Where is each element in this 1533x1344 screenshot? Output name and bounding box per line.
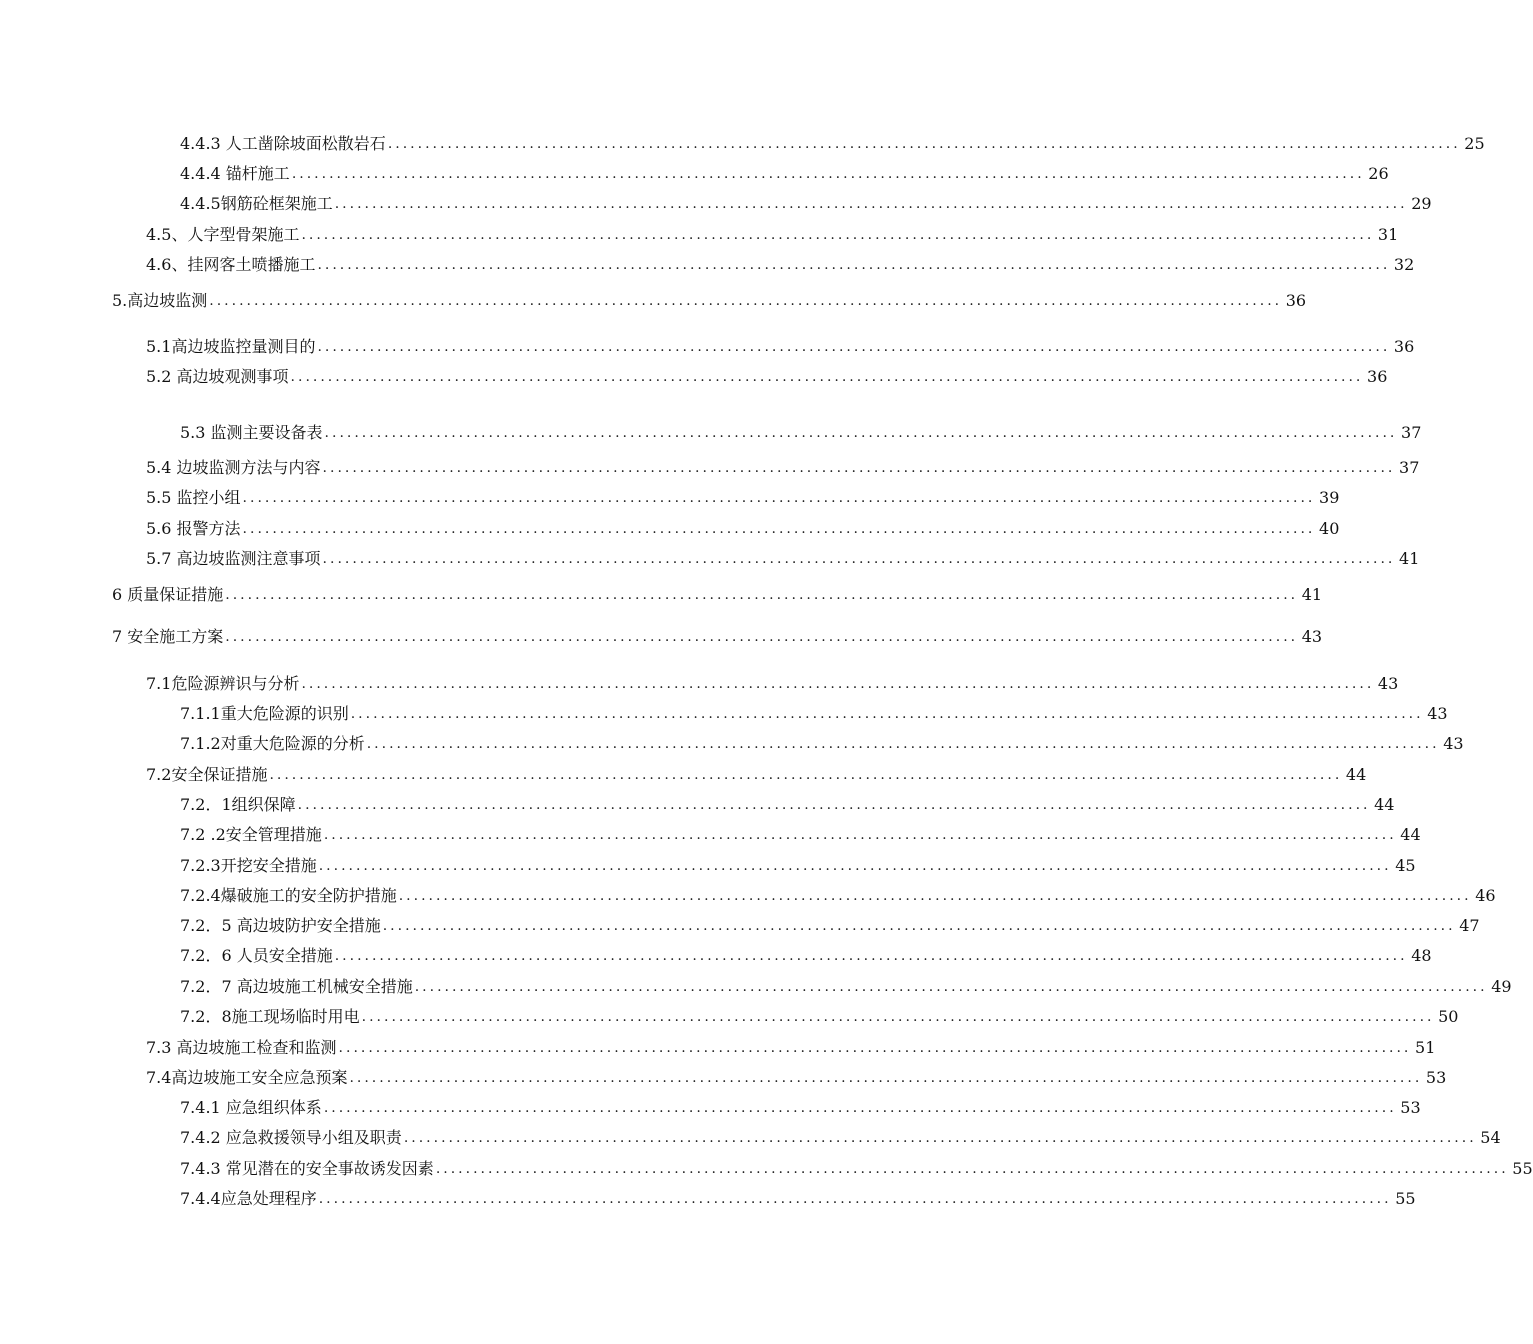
toc-entry-title: 7.4高边坡施工安全应急预案 xyxy=(146,1068,348,1087)
toc-entry[interactable] xyxy=(146,254,1415,276)
toc-dot-leader: ................................................................................................................................................ xyxy=(297,797,1371,813)
toc-dot-leader: ................................................................................................................................................ xyxy=(290,369,1364,385)
toc-entry-title: 5.6 报警方法 xyxy=(146,519,241,538)
toc-dot-leader: ................................................................................................................................................ xyxy=(242,490,1316,506)
toc-entry[interactable] xyxy=(146,457,1420,479)
toc-entry-title: 4.4.3 人工凿除坡面松散岩石 xyxy=(180,134,386,153)
toc-entry-page: 45 xyxy=(1395,856,1416,875)
toc-entry-page: 36 xyxy=(1285,291,1307,310)
toc-entry-page: 44 xyxy=(1400,825,1421,844)
toc-entry-title: 7.2．5 高边坡防护安全措施 xyxy=(180,916,381,935)
toc-entry-page: 39 xyxy=(1319,488,1340,507)
toc-dot-leader: ................................................................................................................................................ xyxy=(398,888,1472,904)
toc-entry[interactable] xyxy=(180,855,1416,877)
toc-entry-page: 43 xyxy=(1377,674,1399,693)
toc-dot-leader: ................................................................................................................................................ xyxy=(435,1161,1509,1177)
toc-entry[interactable] xyxy=(180,163,1389,185)
toc-entry[interactable] xyxy=(180,976,1512,998)
toc-entry-page: 36 xyxy=(1367,367,1388,386)
toc-entry-page: 44 xyxy=(1345,765,1367,784)
toc-entry-page: 55 xyxy=(1395,1189,1416,1208)
toc-entry-page: 48 xyxy=(1411,946,1432,965)
toc-entry[interactable] xyxy=(180,1006,1459,1028)
toc-dot-leader: ................................................................................................................................................ xyxy=(317,257,1391,273)
toc-dot-leader: ................................................................................................................................................ xyxy=(301,227,1375,243)
toc-entry-title: 7.2安全保证措施 xyxy=(146,765,268,784)
toc-entry-page: 55 xyxy=(1512,1159,1533,1178)
toc-entry-title: 7.1.1重大危险源的识别 xyxy=(180,704,349,723)
toc-entry-title: 5.4 边坡监测方法与内容 xyxy=(146,458,321,477)
toc-entry-title: 4.5、人字型骨架施工 xyxy=(146,225,300,244)
toc-entry-title: 7.2．1组织保障 xyxy=(180,795,296,814)
toc-entry-page: 36 xyxy=(1393,337,1415,356)
toc-entry[interactable] xyxy=(180,794,1395,816)
toc-entry-page: 41 xyxy=(1399,549,1420,568)
toc-entry[interactable] xyxy=(180,885,1496,907)
toc-entry[interactable] xyxy=(146,1067,1447,1089)
toc-entry[interactable] xyxy=(180,1188,1416,1210)
toc-entry[interactable] xyxy=(146,518,1340,540)
toc-entry-page: 54 xyxy=(1480,1128,1501,1147)
toc-entry-title: 7.4.3 常见潜在的安全事故诱发因素 xyxy=(180,1159,434,1178)
toc-entry-title: 7.1危险源辨识与分析 xyxy=(146,674,300,693)
toc-entry-title: 5.1高边坡监控量测目的 xyxy=(146,337,316,356)
toc-entry[interactable] xyxy=(146,487,1340,509)
toc-entry-title: 5.高边坡监测 xyxy=(112,291,208,310)
toc-entry[interactable] xyxy=(146,764,1367,786)
toc-entry[interactable] xyxy=(180,422,1422,444)
toc-entry-page: 40 xyxy=(1319,519,1340,538)
toc-dot-leader: ................................................................................................................................................ xyxy=(349,1070,1423,1086)
toc-entry-page: 50 xyxy=(1438,1007,1459,1026)
toc-dot-leader: ................................................................................................................................................ xyxy=(403,1130,1477,1146)
toc-dot-leader: ................................................................................................................................................ xyxy=(301,676,1375,692)
toc-entry-page: 41 xyxy=(1301,585,1323,604)
toc-entry-title: 4.4.4 锚杆施工 xyxy=(180,164,290,183)
toc-entry-title: 7.3 高边坡施工检查和监测 xyxy=(146,1038,337,1057)
toc-dot-leader: ................................................................................................................................................ xyxy=(334,948,1408,964)
toc-entry[interactable] xyxy=(180,1127,1501,1149)
toc-entry-page: 51 xyxy=(1415,1038,1436,1057)
toc-entry-page: 43 xyxy=(1301,627,1323,646)
toc-entry[interactable] xyxy=(180,915,1480,937)
toc-entry-title: 5.5 监控小组 xyxy=(146,488,241,507)
toc-dot-leader: ................................................................................................................................................ xyxy=(318,858,1392,874)
toc-entry-title: 6 质量保证措施 xyxy=(112,585,224,604)
toc-entry[interactable] xyxy=(146,673,1399,695)
toc-dot-leader: ................................................................................................................................................ xyxy=(334,196,1408,212)
toc-entry[interactable] xyxy=(146,366,1388,388)
toc-dot-leader: ................................................................................................................................................ xyxy=(366,736,1440,752)
toc-entry-page: 43 xyxy=(1443,734,1464,753)
toc-entry[interactable] xyxy=(112,584,1323,606)
toc-dot-leader: ................................................................................................................................................ xyxy=(269,767,1343,783)
toc-dot-leader: ................................................................................................................................................ xyxy=(323,1100,1397,1116)
toc-entry[interactable] xyxy=(112,290,1307,312)
toc-dot-leader: ................................................................................................................................................ xyxy=(225,587,1299,603)
toc-entry-page: 37 xyxy=(1399,458,1420,477)
toc-entry-page: 37 xyxy=(1401,423,1422,442)
toc-entry-title: 5.7 高边坡监测注意事项 xyxy=(146,549,321,568)
toc-dot-leader: ................................................................................................................................................ xyxy=(209,293,1283,309)
toc-entry-title: 5.2 高边坡观测事项 xyxy=(146,367,289,386)
toc-entry-title: 4.6、挂网客土喷播施工 xyxy=(146,255,316,274)
toc-entry-title: 7.4.2 应急救援领导小组及职责 xyxy=(180,1128,402,1147)
toc-entry-page: 53 xyxy=(1425,1068,1447,1087)
toc-entry-page: 47 xyxy=(1459,916,1480,935)
toc-entry[interactable] xyxy=(146,1037,1436,1059)
toc-dot-leader: ................................................................................................................................................ xyxy=(361,1009,1435,1025)
toc-entry-title: 4.4.5钢筋砼框架施工 xyxy=(180,194,333,213)
toc-entry-title: 7.2.3开挖安全措施 xyxy=(180,856,317,875)
toc-dot-leader: ................................................................................................................................................ xyxy=(317,339,1391,355)
toc-entry-title: 7.1.2对重大危险源的分析 xyxy=(180,734,365,753)
toc-entry[interactable] xyxy=(180,703,1448,725)
toc-dot-leader: ................................................................................................................................................ xyxy=(291,166,1365,182)
toc-entry-title: 7.2．7 高边坡施工机械安全措施 xyxy=(180,977,413,996)
toc-dot-leader: ................................................................................................................................................ xyxy=(318,1191,1392,1207)
toc-entry-page: 49 xyxy=(1491,977,1512,996)
toc-entry[interactable] xyxy=(146,548,1420,570)
toc-dot-leader: ................................................................................................................................................ xyxy=(225,629,1299,645)
toc-entry-title: 7.4.1 应急组织体系 xyxy=(180,1098,322,1117)
toc-entry-title: 7.4.4应急处理程序 xyxy=(180,1189,317,1208)
toc-entry[interactable] xyxy=(112,626,1323,648)
toc-dot-leader: ................................................................................................................................................ xyxy=(323,827,1397,843)
toc-entry[interactable] xyxy=(180,1097,1421,1119)
toc-dot-leader: ................................................................................................................................................ xyxy=(382,918,1456,934)
toc-entry-page: 26 xyxy=(1368,164,1389,183)
toc-entry-title: 7.2.4爆破施工的安全防护措施 xyxy=(180,886,397,905)
toc-entry[interactable] xyxy=(180,733,1464,755)
toc-dot-leader: ................................................................................................................................................ xyxy=(414,979,1488,995)
toc-dot-leader: ................................................................................................................................................ xyxy=(338,1040,1412,1056)
toc-entry-page: 44 xyxy=(1374,795,1395,814)
toc-entry[interactable] xyxy=(180,1158,1533,1180)
toc-entry[interactable] xyxy=(146,336,1415,358)
toc-entry-title: 7.2 .2安全管理措施 xyxy=(180,825,322,844)
toc-entry-page: 53 xyxy=(1400,1098,1421,1117)
toc-entry-title: 5.3 监测主要设备表 xyxy=(180,423,323,442)
toc-entry-page: 29 xyxy=(1411,194,1432,213)
toc-entry-title: 7.2．6 人员安全措施 xyxy=(180,946,333,965)
toc-entry-page: 43 xyxy=(1427,704,1448,723)
toc-entry-page: 32 xyxy=(1393,255,1415,274)
toc-dot-leader: ................................................................................................................................................ xyxy=(350,706,1424,722)
toc-dot-leader: ................................................................................................................................................ xyxy=(242,521,1316,537)
toc-dot-leader: ................................................................................................................................................ xyxy=(322,551,1396,567)
toc-entry[interactable] xyxy=(180,945,1432,967)
toc-entry-title: 7 安全施工方案 xyxy=(112,627,224,646)
toc-entry-title: 7.2．8施工现场临时用电 xyxy=(180,1007,360,1026)
toc-dot-leader: ................................................................................................................................................ xyxy=(387,136,1461,152)
toc-dot-leader: ................................................................................................................................................ xyxy=(324,425,1398,441)
toc-entry[interactable] xyxy=(180,193,1432,215)
toc-entry[interactable] xyxy=(180,133,1485,155)
toc-entry[interactable] xyxy=(180,824,1421,846)
toc-dot-leader: ................................................................................................................................................ xyxy=(322,460,1396,476)
toc-entry-page: 25 xyxy=(1464,134,1485,153)
toc-entry-page: 46 xyxy=(1475,886,1496,905)
toc-entry[interactable] xyxy=(146,224,1399,246)
toc-entry-page: 31 xyxy=(1377,225,1399,244)
